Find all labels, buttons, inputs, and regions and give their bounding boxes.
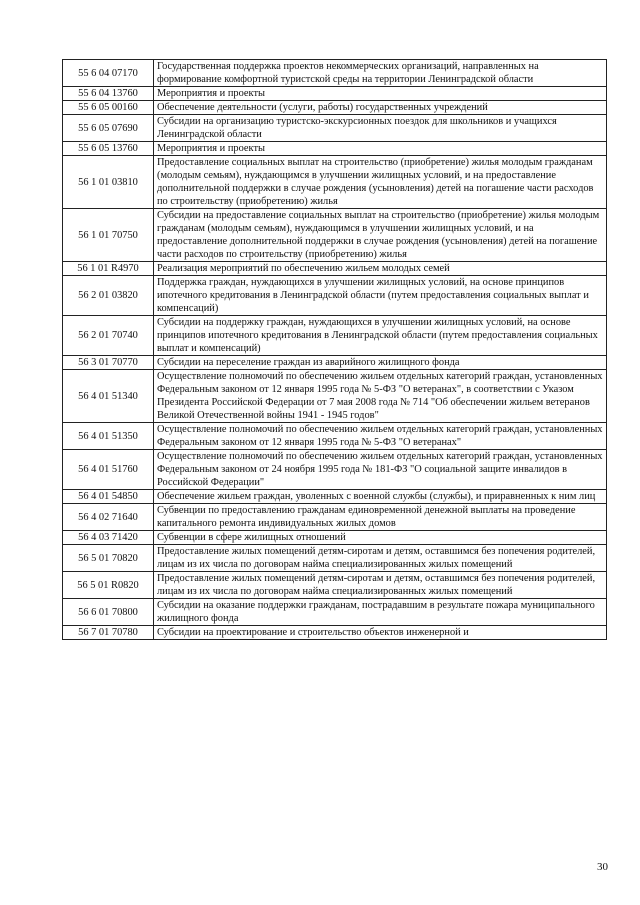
table-row <box>63 572 607 599</box>
table-row <box>63 599 607 626</box>
row-description: Предоставление жилых помещений детям-сиротам и детям, оставшимся без попечения родителей, лицам из их числа по договорам найма специализированных жилых помещений <box>154 572 607 599</box>
table-row <box>63 423 607 450</box>
table-row <box>63 531 607 545</box>
row-code: 56 5 01 R0820 <box>63 572 154 599</box>
row-description: Осуществление полномочий по обеспечению жильем отдельных категорий граждан, установленных Федеральным законом от 12 января 1995 года № 5-ФЗ "О ветеранах", в соответствии с Указом Президента Российской Федерации от 7 мая 2008 года № 714 "Об обеспечении жильем ветеранов Великой Отечественной войны 1941 - 1945 годов" <box>154 370 607 423</box>
row-code: 56 2 01 03820 <box>63 276 154 316</box>
row-code: 56 6 01 70800 <box>63 599 154 626</box>
row-code: 56 4 01 51760 <box>63 450 154 490</box>
row-code: 56 4 01 51340 <box>63 370 154 423</box>
row-code: 56 7 01 70780 <box>63 626 154 640</box>
row-code: 56 2 01 70740 <box>63 316 154 356</box>
row-code: 56 1 01 R4970 <box>63 262 154 276</box>
row-description: Поддержка граждан, нуждающихся в улучшении жилищных условий, на основе принципов ипотечного кредитования в Ленинградской области (путем предоставления социальных выплат и компенсаций) <box>154 276 607 316</box>
row-description: Мероприятия и проекты <box>154 87 607 101</box>
table-row <box>63 262 607 276</box>
row-code: 56 4 02 71640 <box>63 504 154 531</box>
row-description: Субсидии на поддержку граждан, нуждающихся в улучшении жилищных условий, на основе принципов ипотечного кредитования в Ленинградской области (путем предоставления социальных выплат и компенсаций) <box>154 316 607 356</box>
table-row <box>63 60 607 87</box>
row-code: 55 6 05 13760 <box>63 142 154 156</box>
budget-classification-table <box>62 59 607 640</box>
row-description: Субсидии на переселение граждан из аварийного жилищного фонда <box>154 356 607 370</box>
row-description: Предоставление жилых помещений детям-сиротам и детям, оставшимся без попечения родителей, лицам из их числа по договорам найма специализированных жилых помещений <box>154 545 607 572</box>
row-code: 56 1 01 03810 <box>63 156 154 209</box>
table-row <box>63 450 607 490</box>
table-row <box>63 626 607 640</box>
row-description: Субвенции в сфере жилищных отношений <box>154 531 607 545</box>
table-row <box>63 370 607 423</box>
table-row <box>63 87 607 101</box>
row-description: Обеспечение деятельности (услуги, работы) государственных учреждений <box>154 101 607 115</box>
row-description: Предоставление социальных выплат на строительство (приобретение) жилья молодым гражданам (молодым семьям), нуждающимся в улучшении жилищных условий, и на предоставление дополнительной поддержки в случае рождения (усыновления) детей на погашение части расходов по строительству (приобретению) жилья <box>154 156 607 209</box>
table-row <box>63 316 607 356</box>
row-code: 56 4 03 71420 <box>63 531 154 545</box>
row-description: Осуществление полномочий по обеспечению жильем отдельных категорий граждан, установленных Федеральным законом от 12 января 1995 года № 5-ФЗ "О ветеранах" <box>154 423 607 450</box>
row-description: Субвенции по предоставлению гражданам единовременной денежной выплаты на проведение капитального ремонта индивидуальных жилых домов <box>154 504 607 531</box>
row-code: 55 6 05 00160 <box>63 101 154 115</box>
table-row <box>63 209 607 262</box>
page-number: 30 <box>597 861 608 873</box>
row-description: Субсидии на оказание поддержки гражданам, пострадавшим в результате пожара муниципального жилищного фонда <box>154 599 607 626</box>
table-row <box>63 142 607 156</box>
table-row <box>63 101 607 115</box>
row-description: Реализация мероприятий по обеспечению жильем молодых семей <box>154 262 607 276</box>
row-description: Субсидии на предоставление социальных выплат на строительство (приобретение) жилья молодым гражданам (молодым семьям), нуждающимся в улучшении жилищных условий, и на предоставление дополнительной поддержки в случае рождения (усыновления) детей на погашение части расходов по строительству (приобретению) жилья <box>154 209 607 262</box>
table-row <box>63 356 607 370</box>
row-code: 55 6 04 13760 <box>63 87 154 101</box>
table-row <box>63 156 607 209</box>
table-row <box>63 490 607 504</box>
row-code: 56 4 01 54850 <box>63 490 154 504</box>
table-row <box>63 276 607 316</box>
row-code: 55 6 05 07690 <box>63 115 154 142</box>
table-row <box>63 504 607 531</box>
row-description: Государственная поддержка проектов некоммерческих организаций, направленных на формирование комфортной туристской среды на территории Ленинградской области <box>154 60 607 87</box>
table-row <box>63 545 607 572</box>
row-description: Обеспечение жильем граждан, уволенных с военной службы (службы), и приравненных к ним лиц <box>154 490 607 504</box>
row-code: 56 1 01 70750 <box>63 209 154 262</box>
row-code: 56 5 01 70820 <box>63 545 154 572</box>
row-description: Субсидии на проектирование и строительство объектов инженерной и <box>154 626 607 640</box>
row-description: Мероприятия и проекты <box>154 142 607 156</box>
table-body <box>63 60 607 640</box>
row-description: Субсидии на организацию туристско-экскурсионных поездок для школьников и учащихся Ленинградской области <box>154 115 607 142</box>
row-code: 55 6 04 07170 <box>63 60 154 87</box>
row-description: Осуществление полномочий по обеспечению жильем отдельных категорий граждан, установленных Федеральным законом от 24 ноября 1995 года № 181-ФЗ "О социальной защите инвалидов в Российской Федерации" <box>154 450 607 490</box>
row-code: 56 3 01 70770 <box>63 356 154 370</box>
table-row <box>63 115 607 142</box>
row-code: 56 4 01 51350 <box>63 423 154 450</box>
